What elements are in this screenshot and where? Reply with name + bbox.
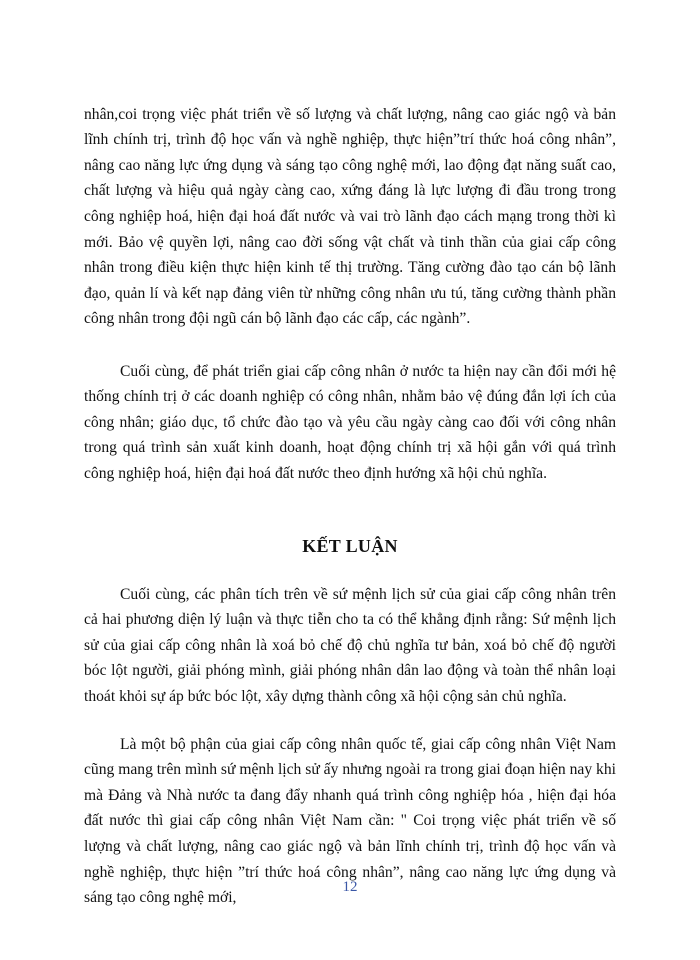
paragraph-final-recommendation: Cuối cùng, để phát triển giai cấp công nhân ở nước ta hiện nay cần đổi mới hệ thống chính trị ở các doanh nghiệp có công nhân, nhằm bảo vệ đúng đắn lợi ích của công nhân; giáo dục, tổ chức đào tạo và yêu cầu ngày càng cao đối với công nhân trong quá trình sản xuất kinh doanh, hoạt động chính trị xã hội gắn với quá trình công nghiệp hoá, hiện đại hoá đất nước theo định hướng xã hội chủ nghĩa. [84,362,616,482]
section-heading-conclusion: KẾT LUẬN [302,536,398,557]
paragraph-continuation: nhân,coi trọng việc phát triển về số lượng và chất lượng, nâng cao giác ngộ và bản lĩnh chính trị, trình độ học vấn và nghề nghiệp, thực hiện”trí thức hoá công nhân”, nâng cao năng lực ứng dụng và sáng tạo công nghệ mới, lao động đạt năng suất cao, chất lượng và hiệu quả ngày càng cao, xứng đáng là lực lượng đi đầu trong trong công nghiệp hoá, hiện đại hoá đất nước và vai trò lãnh đạo cách mạng trong thời kì mới. Bảo vệ quyền lợi, nâng cao đời sống vật chất và tinh thần của giai cấp công nhân trong điều kiện thực hiện kinh tế thị trường. Tăng cường đào tạo cán bộ lãnh đạo, quản lí và kết nạp đảng viên từ những công nhân ưu tú, tăng cường thành phần công nhân trong đội ngũ cán bộ lãnh đạo các cấp, các ngành”. [84,105,616,328]
conclusion-paragraph-1: Cuối cùng, các phân tích trên về sứ mệnh lịch sử của giai cấp công nhân trên cả hai phương diện lý luận và thực tiễn cho ta có thể khẳng định rằng: Sứ mệnh lịch sử của giai cấp công nhân là xoá bỏ chế độ chủ nghĩa tư bản, xoá bỏ chế độ người bóc lột người, giải phóng mình, giải phóng nhân dân lao động và toàn thể nhân loại thoát khỏi sự áp bức bóc lột, xây dựng thành công xã hội cộng sản chủ nghĩa. [84,585,616,705]
page-number: 12 [342,879,358,895]
conclusion-paragraph-2: Là một bộ phận của giai cấp công nhân quốc tế, giai cấp công nhân Việt Nam cũng mang trên mình sứ mệnh lịch sử ấy nhưng ngoài ra trong giai đoạn hiện nay khi mà Đảng và Nhà nước ta đang đẩy nhanh quá trình công nghiệp hóa , hiện đại hóa đất nước thì giai cấp công nhân Việt Nam cần: " Coi trọng việc phát triển về số lượng và chất lượng, nâng cao giác ngộ và bản lĩnh chính trị, trình độ học vấn và nghề nghiệp, thực hiện ”trí thức hoá công nhân”, nâng cao năng lực ứng dụng và sáng tạo công nghệ mới, [84,735,616,907]
